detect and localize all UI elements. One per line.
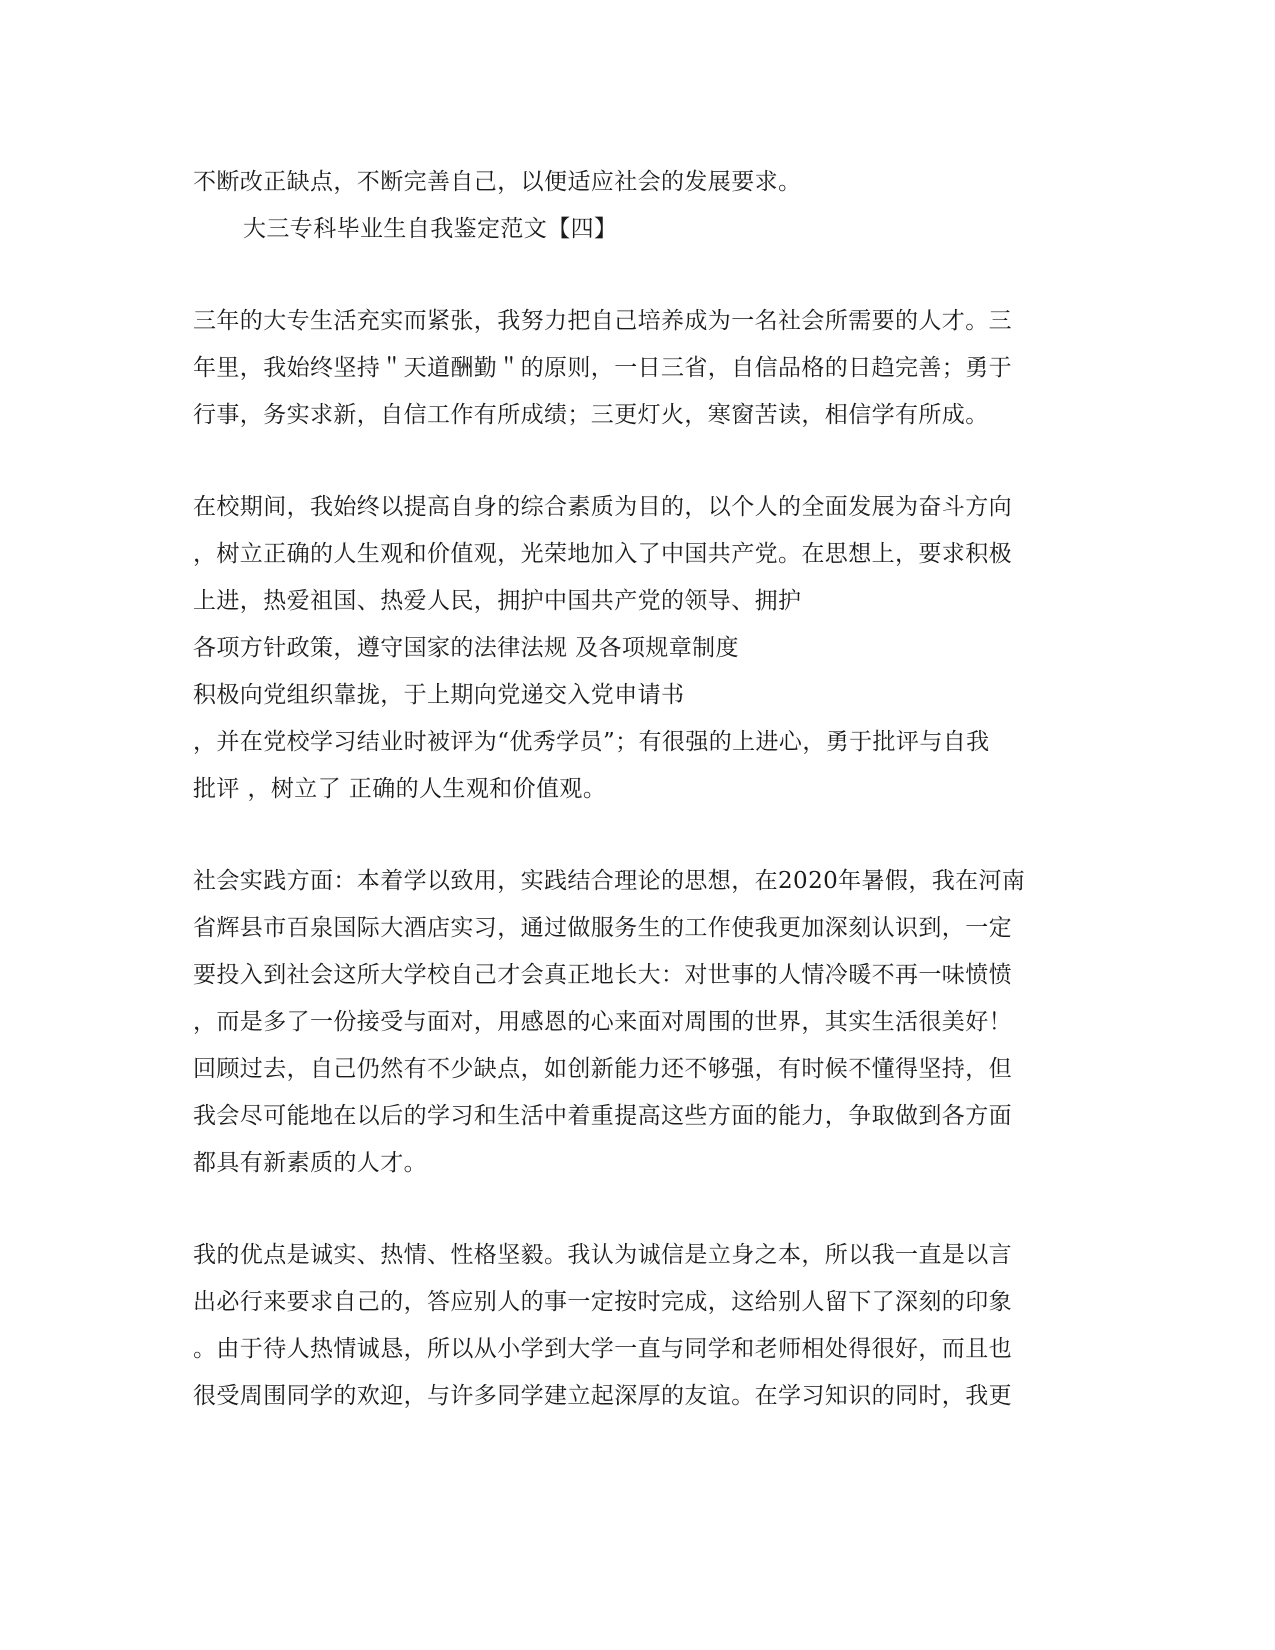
text-line: 批评 ，树立了 正确的人生观和价值观。: [193, 776, 607, 802]
section-heading: 大三专科毕业生自我鉴定范文【四】: [243, 216, 618, 242]
text-line: 很受周围同学的欢迎，与许多同学建立起深厚的友谊。在学习知识的同时，我更: [193, 1383, 1012, 1409]
text-line: 我会尽可能地在以后的学习和生活中着重提高这些方面的能力，争取做到各方面: [193, 1103, 1012, 1129]
text-line: 各项方针政策，遵守国家的法律法规 及各项规章制度: [193, 635, 739, 661]
text-line: 积极向党组织靠拢，于上期向党递交入党申请书: [193, 682, 685, 708]
text-line: 三年的大专生活充实而紧张，我努力把自己培养成为一名社会所需要的人才。三: [193, 308, 1012, 334]
text-line: 都具有新素质的人才。: [193, 1150, 427, 1176]
text-line: ，并在党校学习结业时被评为“优秀学员”；有很强的上进心，勇于批评与自我: [193, 729, 990, 755]
text-line: 年里，我始终坚持＂天道酬勤＂的原则，一日三省，自信品格的日趋完善；勇于: [193, 355, 1012, 381]
text-line: 不断改正缺点，不断完善自己，以便适应社会的发展要求。: [193, 169, 802, 195]
text-line: ，树立正确的人生观和价值观，光荣地加入了中国共产党。在思想上，要求积极: [193, 541, 1012, 567]
text-line: 出必行来要求自己的，答应别人的事一定按时完成，这给别人留下了深刻的印象: [193, 1289, 1012, 1315]
text-line: 我的优点是诚实、热情、性格坚毅。我认为诚信是立身之本，所以我一直是以言: [193, 1242, 1012, 1268]
text-line: 省辉县市百泉国际大酒店实习，通过做服务生的工作使我更加深刻认识到，一定: [193, 915, 1012, 941]
text-line: 社会实践方面：本着学以致用，实践结合理论的思想，在2020年暑假，我在河南: [193, 868, 1026, 894]
text-line: 行事，务实求新，自信工作有所成绩；三更灯火，寒窗苦读，相信学有所成。: [193, 402, 989, 428]
text-line: 要投入到社会这所大学校自己才会真正地长大：对世事的人情冷暖不再一味愤愤: [193, 962, 1012, 988]
text-line: 回顾过去，自己仍然有不少缺点，如创新能力还不够强，有时候不懂得坚持，但: [193, 1056, 1012, 1082]
text-line: 上进，热爱祖国、热爱人民，拥护中国共产党的领导、拥护: [193, 588, 802, 614]
text-line: 在校期间，我始终以提高自身的综合素质为目的，以个人的全面发展为奋斗方向: [193, 494, 1012, 520]
text-line: 。由于待人热情诚恳，所以从小学到大学一直与同学和老师相处得很好，而且也: [193, 1336, 1012, 1362]
text-line: ，而是多了一份接受与面对，用感恩的心来面对周围的世界，其实生活很美好！: [193, 1009, 1012, 1035]
